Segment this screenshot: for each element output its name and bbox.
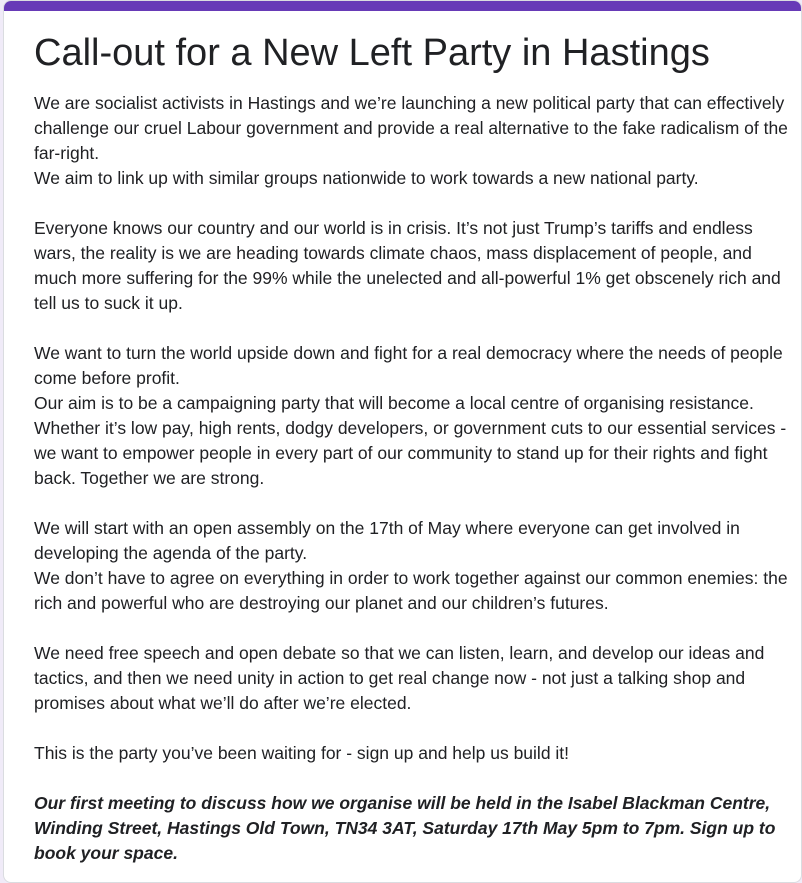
description-text: We will start with an open assembly on the 17th of May where everyone can get involved in developing the agenda of the party. — [34, 517, 740, 563]
description-paragraph-2 — [34, 216, 794, 316]
description-text: We are socialist activists in Hastings and we’re launching a new political party that can effectively challenge our cruel Labour government and provide a real alternative to the fake radicalism of the far-right. — [34, 92, 788, 163]
form-header-content — [34, 31, 794, 883]
description-text: We want to turn the world upside down and fight for a real democracy where the needs of people come before profit. — [34, 342, 783, 388]
description-paragraph-3 — [34, 341, 794, 491]
description-paragraph-6 — [34, 741, 794, 766]
description-text: We need free speech and open debate so that we can listen, learn, and develop our ideas and tactics, and then we need unity in action to get real change now - not just a talking shop and promises about what we’ll do after we’re elected. — [34, 642, 765, 713]
description-paragraph-4 — [34, 516, 794, 616]
description-text: Our aim is to be a campaigning party that will become a local centre of organising resistance. Whether it’s low pay, high rents, dodgy developers, or government cuts to our essential services - we want to empower people in every part of our community to stand up for their rights and fight back. Together we are strong. — [34, 392, 787, 488]
meeting-details — [34, 791, 794, 866]
form-header-card — [3, 0, 802, 883]
form-title: Call-out for a New Left Party in Hastings — [34, 32, 710, 74]
meeting-details-text: Our first meeting to discuss how we organise will be held in the Isabel Blackman Centre, Winding Street, Hastings Old Town, TN34 3AT, Saturday 17th May 5pm to 7pm. Sign up to book your space. — [34, 792, 776, 863]
description-paragraph-1 — [34, 91, 794, 191]
description-text: We don’t have to agree on everything in order to work together against our common enemies: the rich and powerful who are destroying our planet and our children’s futures. — [34, 567, 788, 613]
form-accent-bar — [4, 1, 801, 11]
description-text: Everyone knows our country and our world is in crisis. It’s not just Trump’s tariffs and endless wars, the reality is we are heading towards climate chaos, mass displacement of people, and much more suffering for the 99% while the unelected and all-powerful 1% get obscenely rich and tell us to suck it up. — [34, 217, 781, 313]
description-text: We aim to link up with similar groups nationwide to work towards a new national party. — [34, 167, 699, 188]
description-text: This is the party you’ve been waiting for - sign up and help us build it! — [34, 742, 570, 763]
description-paragraph-5 — [34, 641, 794, 716]
